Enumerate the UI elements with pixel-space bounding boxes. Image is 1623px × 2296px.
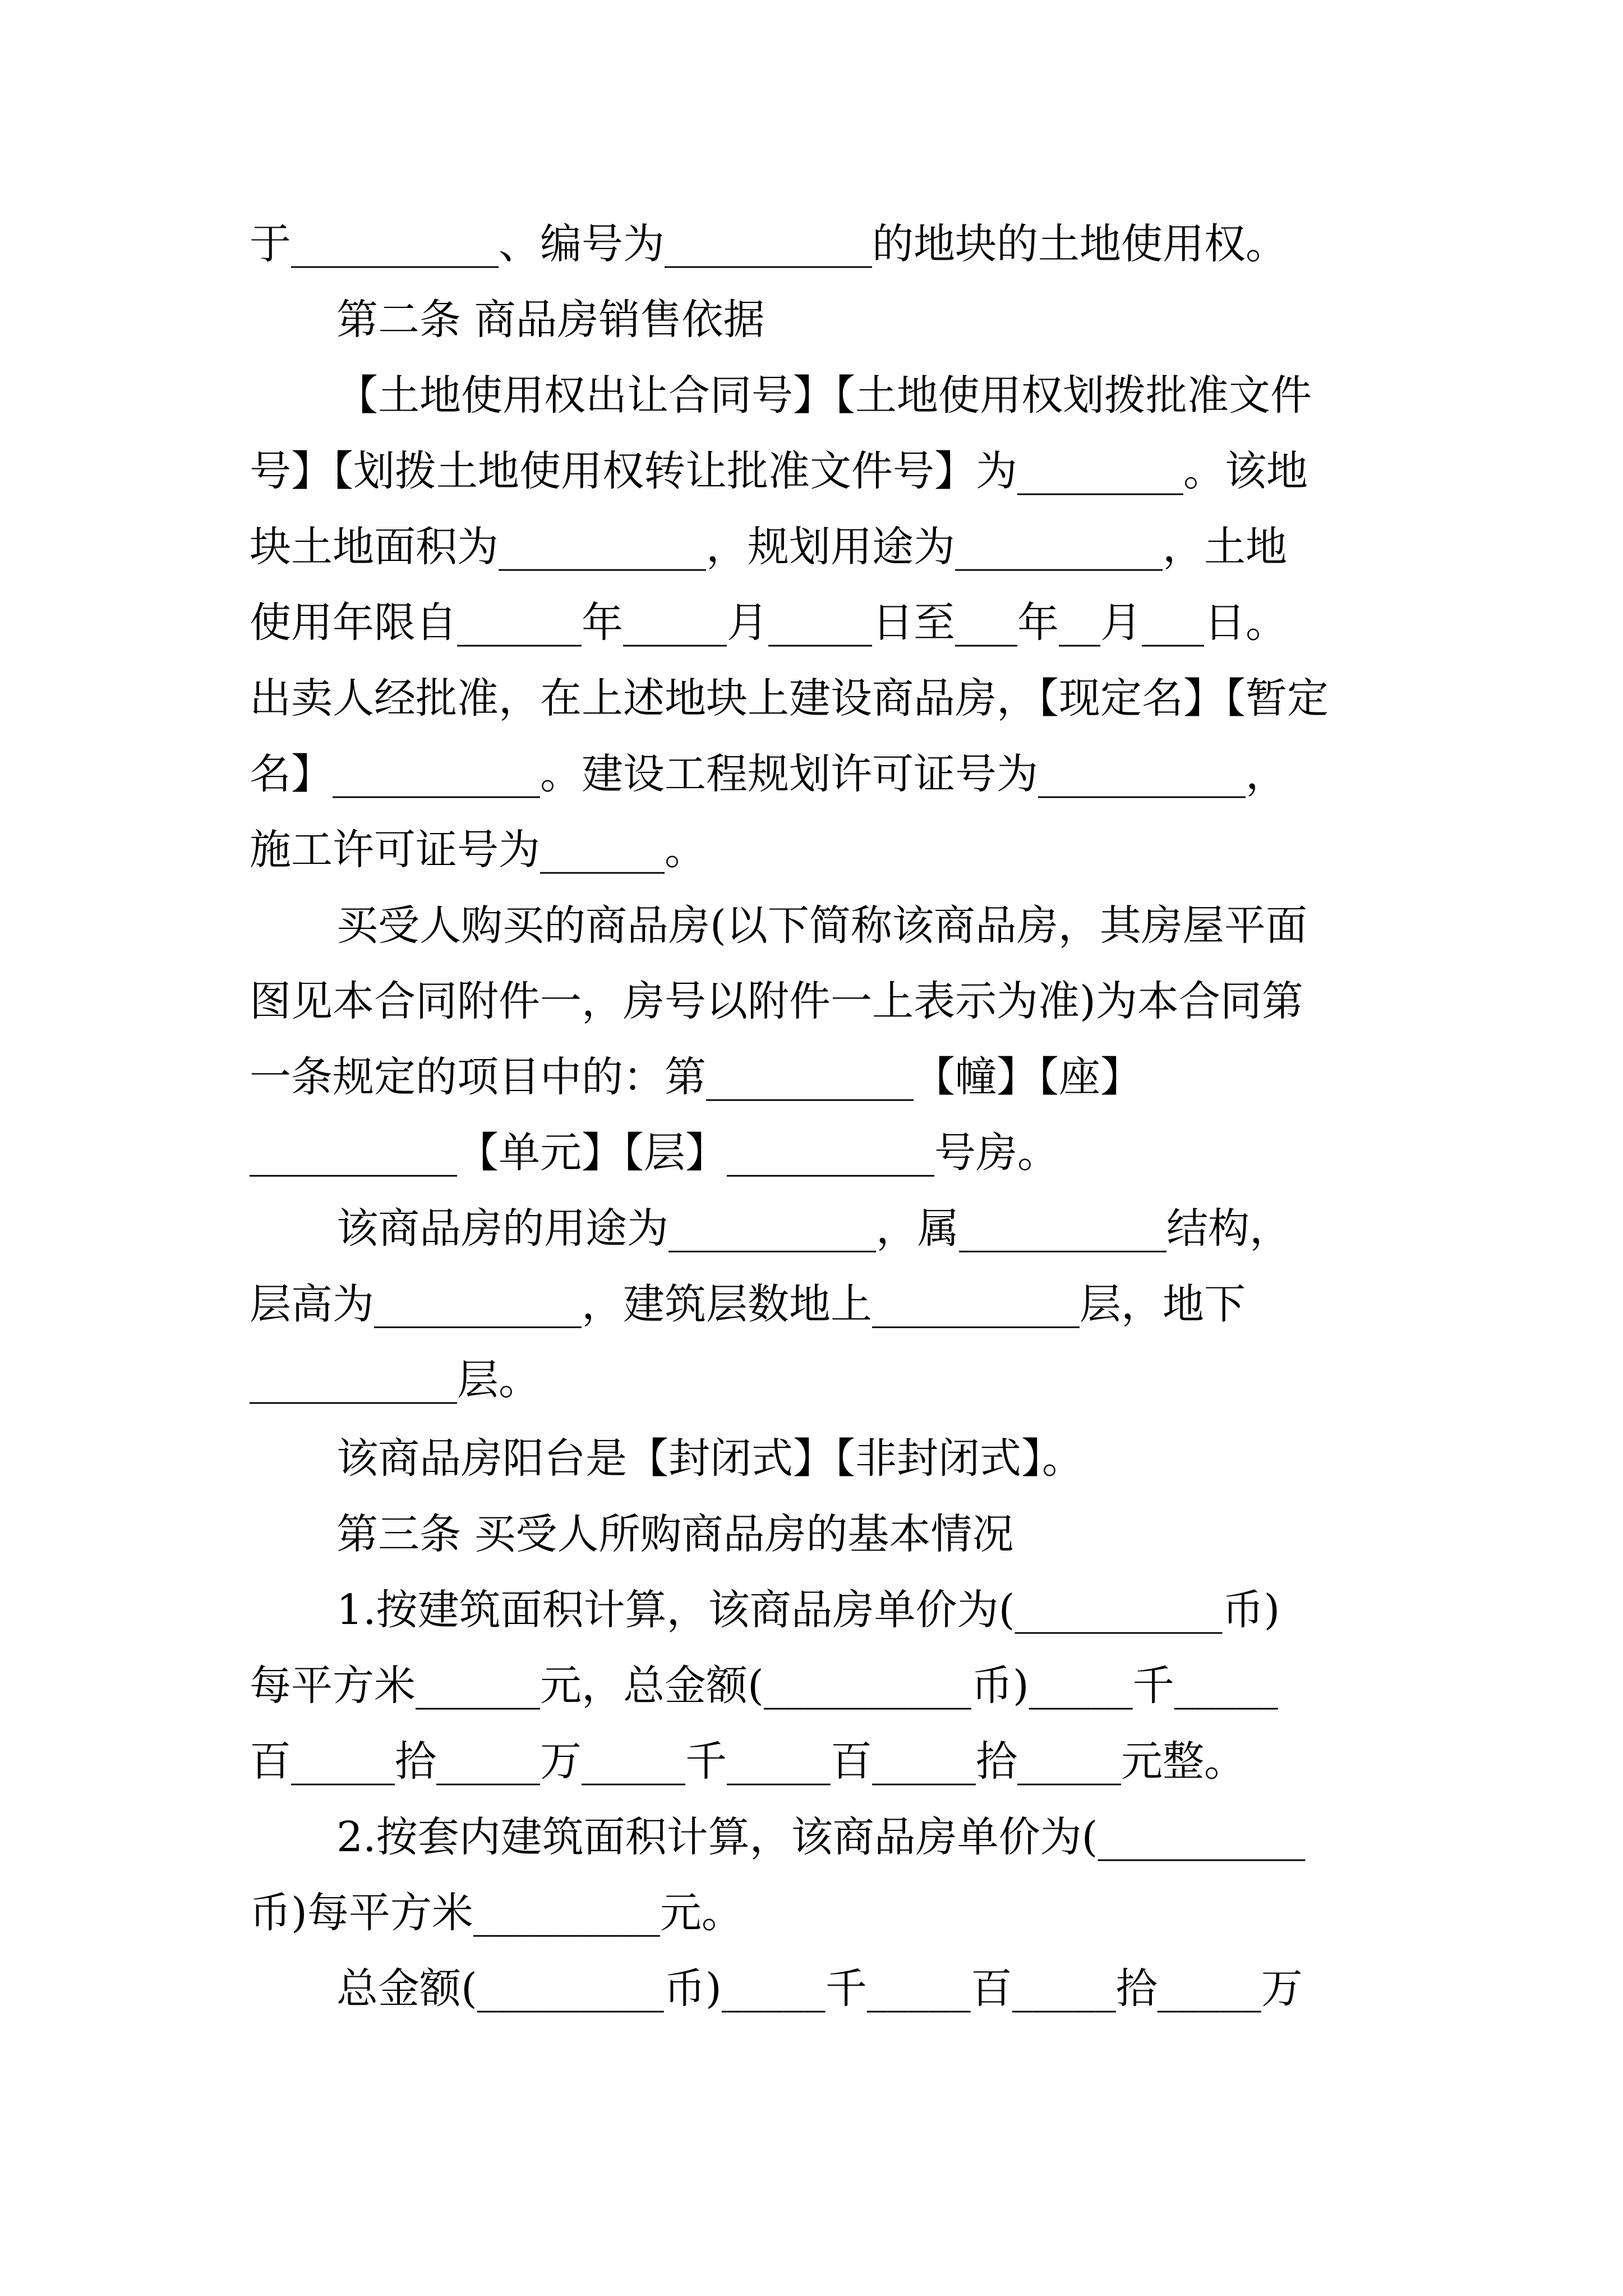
text-line: 层高为__________，建筑层数地上__________层，地下 [250,1280,1246,1328]
section-heading: 第二条 商品房销售依据 [336,296,765,344]
text-line: 【土地使用权出让合同号】【土地使用权划拨批准文件 [336,371,1312,420]
text-line: 图见本合同附件一，房号以附件一上表示为准)为本合同第 [250,977,1303,1025]
text-line: 总金额(_________币)_____千_____百_____拾_____万 [336,1964,1303,2013]
text-line: 每平方米______元，总金额(__________币)_____千_____ [250,1662,1278,1710]
text-line: 名】__________。建设工程规划许可证号为__________， [250,750,1287,798]
text-line: 于__________、编号为__________的地块的土地使用权。 [250,220,1287,268]
text-line: 2.按套内建筑面积计算，该商品房单价为(__________ [336,1813,1306,1861]
text-line: 1.按建筑面积计算，该商品房单价为(__________币) [336,1586,1280,1634]
text-line: 块土地面积为__________，规划用途为__________，土地 [250,523,1287,571]
text-line: 该商品房的用途为__________，属__________结构， [336,1204,1291,1253]
text-line: 买受人购买的商品房(以下简称该商品房，其房屋平面 [336,901,1307,950]
text-line: 币)每平方米_________元。 [250,1889,743,1937]
text-line: 施工许可证号为______。 [250,826,706,874]
text-line: 该商品房阳台是【封闭式】【非封闭式】。 [336,1434,1083,1483]
text-line: 百_____拾_____万_____千_____百_____拾_____元整。 [250,1737,1246,1786]
text-line: __________【单元】【层】__________号房。 [250,1129,1059,1177]
section-heading: 第三条 买受人所购商品房的基本情况 [336,1510,1014,1558]
text-line: 使用年限自______年_____月_____日至___年__月___日。 [250,599,1287,647]
text-line: 号】【划拨土地使用权转让批准文件号】为________。该地 [250,447,1308,495]
text-line: 一条规定的项目中的：第__________【幢】【座】 [250,1053,1142,1101]
text-line: 出卖人经批准，在上述地块上建设商品房，【现定名】【暂定 [250,674,1329,723]
text-line: __________层。 [250,1356,540,1404]
